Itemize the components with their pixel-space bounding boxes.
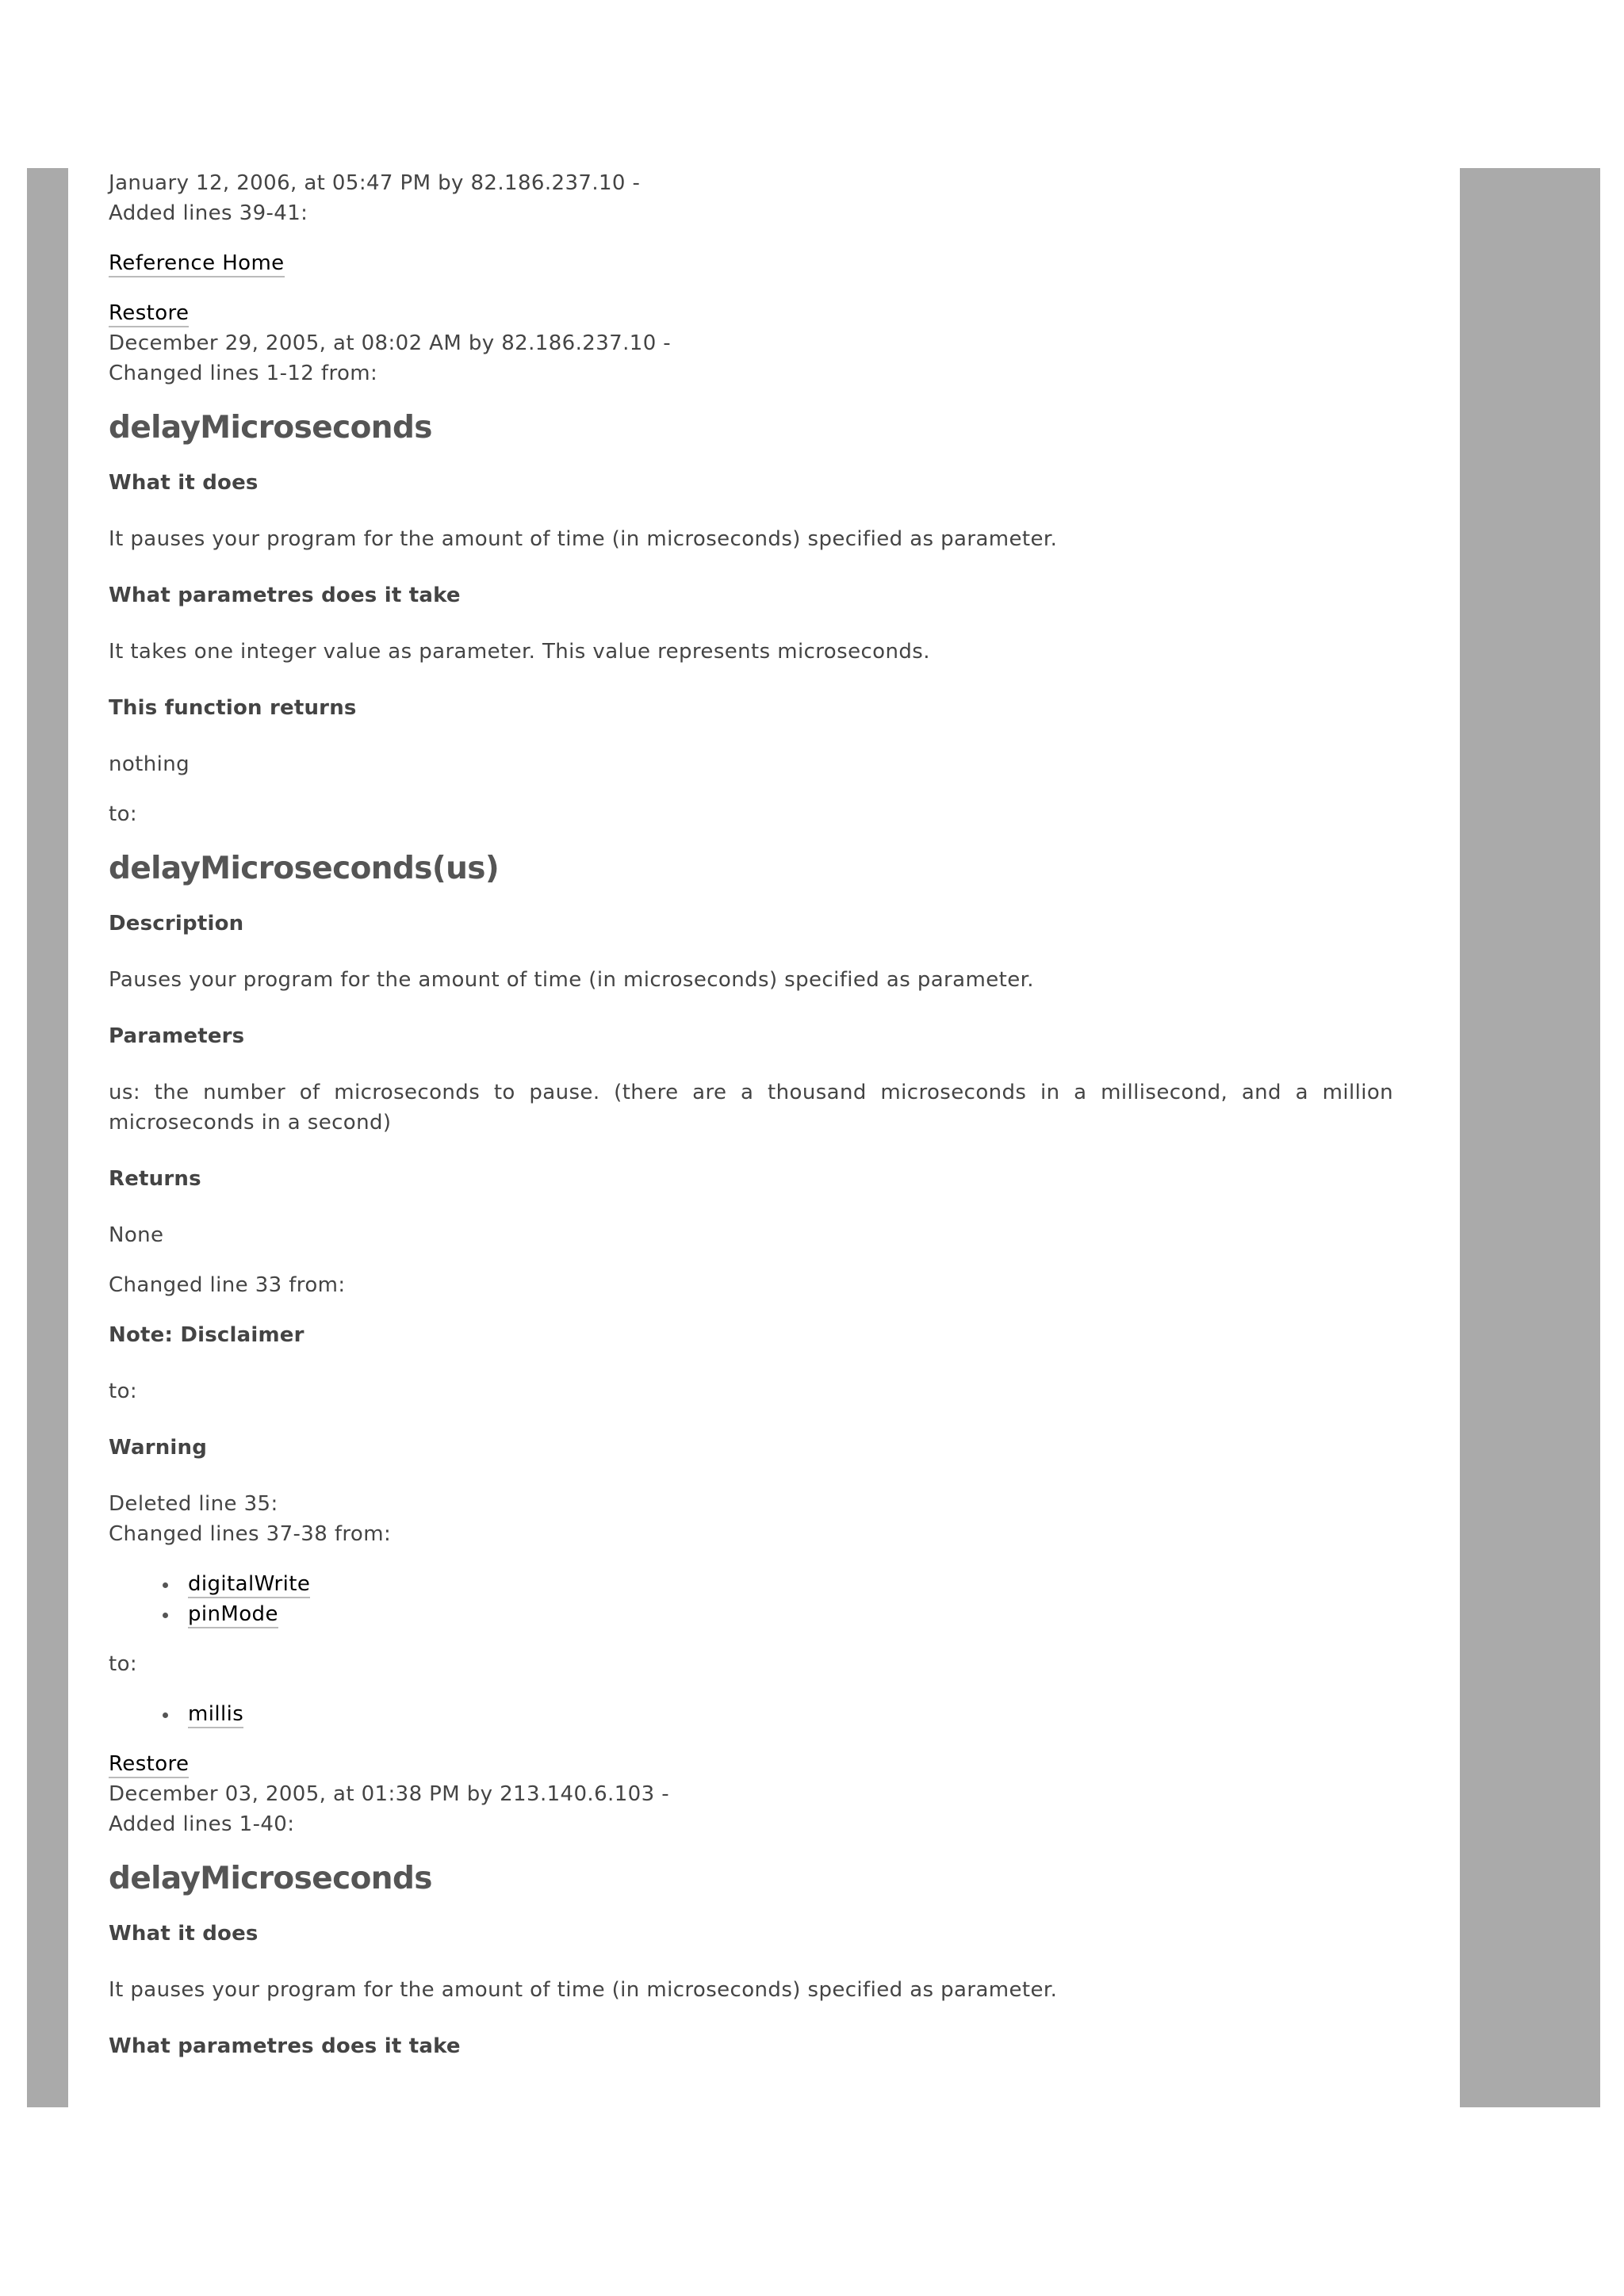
section-text: us: the number of microseconds to pause. (there are a thousand microseconds in a millisecond, and a million microseconds in a second) bbox=[109, 1081, 1393, 1135]
section-text: Pauses your program for the amount of time (in microseconds) specified as parameter. bbox=[109, 968, 1034, 992]
section-text: It takes one integer value as parameter. This value represents microseconds. bbox=[109, 640, 930, 664]
diff-to-label: to: bbox=[109, 1652, 138, 1676]
list-item bbox=[188, 1599, 1393, 1629]
pinmode-link[interactable]: pinMode bbox=[188, 1602, 278, 1628]
diff-change-summary: Changed line 33 from: bbox=[109, 1273, 346, 1297]
old-page-title: delayMicroseconds bbox=[109, 410, 432, 446]
diff-delete-summary: Deleted line 35: bbox=[109, 1492, 278, 1516]
revision-timestamp: January 12, 2006, at 05:47 PM by 82.186.237.10 - bbox=[109, 171, 641, 195]
added-line bbox=[109, 248, 1393, 278]
list-item bbox=[188, 1699, 1393, 1729]
old-links-list bbox=[109, 1569, 1393, 1629]
section-heading: What it does bbox=[109, 1922, 259, 1946]
digitalwrite-link[interactable]: digitalWrite bbox=[188, 1572, 310, 1598]
section-heading: Description bbox=[109, 912, 244, 936]
diff-to-label: to: bbox=[109, 802, 138, 826]
page-title: delayMicroseconds bbox=[109, 1861, 432, 1896]
revision-summary: Changed lines 1-12 from: bbox=[109, 362, 378, 385]
section-text: nothing bbox=[109, 752, 190, 776]
page-history-content bbox=[109, 168, 1393, 2061]
right-margin-bar bbox=[1460, 168, 1600, 2107]
old-note-heading: Note: Disclaimer bbox=[109, 1323, 304, 1347]
restore-link[interactable]: Restore bbox=[109, 301, 189, 327]
restore-line bbox=[109, 1749, 1393, 1779]
diff-change-summary: Changed lines 37-38 from: bbox=[109, 1522, 392, 1546]
restore-link[interactable]: Restore bbox=[109, 1752, 189, 1778]
section-heading: Parameters bbox=[109, 1024, 245, 1048]
list-item bbox=[188, 1569, 1393, 1599]
section-heading: Returns bbox=[109, 1167, 201, 1191]
diff-to-label: to: bbox=[109, 1380, 138, 1403]
section-heading: What parametres does it take bbox=[109, 2034, 461, 2058]
revision-timestamp: December 03, 2005, at 01:38 PM by 213.140.6.103 - bbox=[109, 1782, 669, 1806]
new-links-list bbox=[109, 1699, 1393, 1729]
section-text: It pauses your program for the amount of time (in microseconds) specified as parameter. bbox=[109, 1978, 1058, 2002]
revision-summary: Added lines 39-41: bbox=[109, 201, 308, 225]
section-heading: What it does bbox=[109, 471, 259, 495]
millis-link[interactable]: millis bbox=[188, 1702, 243, 1728]
revision-summary: Added lines 1-40: bbox=[109, 1812, 295, 1836]
new-note-heading: Warning bbox=[109, 1436, 208, 1460]
section-heading: This function returns bbox=[109, 696, 357, 720]
section-text: It pauses your program for the amount of time (in microseconds) specified as parameter. bbox=[109, 527, 1058, 551]
left-margin-bar bbox=[27, 168, 68, 2107]
revision-timestamp: December 29, 2005, at 08:02 AM by 82.186.237.10 - bbox=[109, 331, 672, 355]
new-page-title: delayMicroseconds(us) bbox=[109, 851, 500, 886]
restore-line bbox=[109, 298, 1393, 328]
reference-home-link[interactable]: Reference Home bbox=[109, 251, 285, 277]
section-heading: What parametres does it take bbox=[109, 584, 461, 607]
section-text: None bbox=[109, 1223, 164, 1247]
